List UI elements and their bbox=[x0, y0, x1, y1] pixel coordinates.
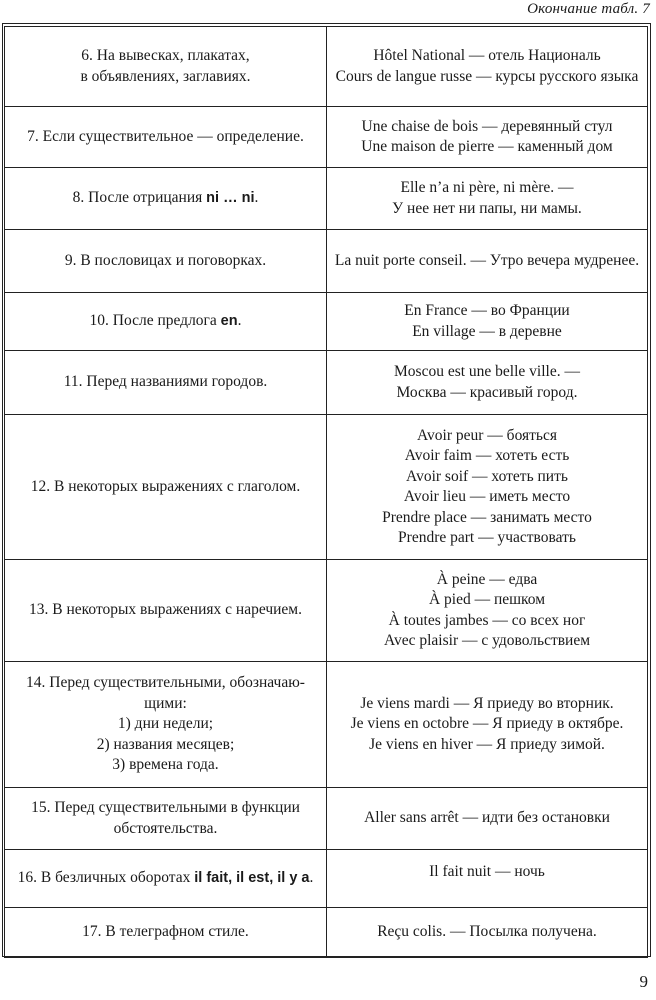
rule-line: 6. На вывесках, плакатах, bbox=[81, 47, 250, 64]
example-cell bbox=[327, 415, 648, 560]
table-row bbox=[5, 293, 648, 351]
example-line: En village — в деревне bbox=[412, 322, 562, 340]
example-line: Avoir peur — бояться bbox=[417, 426, 557, 444]
rule-line: 3) времена года. bbox=[112, 756, 219, 774]
example-cell bbox=[327, 662, 648, 788]
example-line: Avec plaisir — с удовольствием bbox=[383, 632, 591, 649]
rule-text: 10. После предлога bbox=[89, 312, 221, 330]
table-row bbox=[5, 415, 648, 560]
table-row bbox=[5, 168, 648, 230]
rule-cell bbox=[5, 168, 327, 230]
example-line: À pied — пешком bbox=[428, 591, 546, 608]
rule-cell bbox=[5, 788, 327, 850]
example-cell bbox=[327, 788, 648, 850]
table-continuation-caption: Окончание табл. 7 bbox=[527, 1, 650, 17]
rule-text-end: . bbox=[254, 189, 259, 207]
example-cell bbox=[327, 27, 648, 107]
rule-text-end: . bbox=[237, 312, 242, 330]
example-line: En France — во Франции bbox=[404, 302, 570, 319]
example-line: À toutes jambes — со всех ног bbox=[388, 611, 586, 629]
rule-text: 16. В безличных оборотах bbox=[17, 869, 195, 887]
rule-cell bbox=[5, 662, 327, 788]
rule-line: 14. Перед существительными, обозначаю- bbox=[26, 674, 305, 692]
example-cell bbox=[327, 560, 648, 662]
rule-text-end: . bbox=[309, 869, 314, 887]
article-omission-table bbox=[4, 26, 648, 958]
example-line: Je viens en hiver — Я приеду зимой. bbox=[369, 735, 605, 753]
table-row bbox=[5, 230, 648, 293]
example-cell bbox=[327, 351, 648, 415]
example-line: Je viens mardi — Я приеду во вторник. bbox=[360, 694, 614, 712]
table-row bbox=[5, 107, 648, 168]
rule-line: 7. Если существительное — определение. bbox=[27, 127, 304, 145]
rule-cell bbox=[5, 908, 327, 958]
rule-line: в объявлениях, заглавиях. bbox=[80, 67, 251, 85]
example-line: Avoir lieu — иметь место bbox=[403, 488, 571, 505]
rule-line: 17. В телеграфном стиле. bbox=[82, 923, 249, 941]
rule-keyword: ni … ni bbox=[206, 190, 255, 207]
rule-line: обстоятельства. bbox=[113, 819, 218, 837]
example-line: Москва — красивый город. bbox=[396, 383, 578, 401]
example-line: Elle n’a ni père, ni mère. — bbox=[400, 179, 574, 196]
table-row bbox=[5, 662, 648, 788]
example-line: Avoir faim — хотеть есть bbox=[404, 447, 570, 464]
rule-keyword: en bbox=[220, 313, 238, 330]
rule-text: 8. После отрицания bbox=[72, 189, 207, 207]
table-row bbox=[5, 351, 648, 415]
rule-cell bbox=[5, 351, 327, 415]
rule-cell bbox=[5, 560, 327, 662]
table-row bbox=[5, 560, 648, 662]
rule-cell bbox=[5, 27, 327, 107]
example-cell bbox=[327, 908, 648, 958]
rule-line: 12. В некоторых выражениях с глаголом. bbox=[30, 477, 301, 495]
table-row bbox=[5, 788, 648, 850]
example-cell bbox=[327, 107, 648, 168]
table-row bbox=[5, 908, 648, 958]
rule-cell bbox=[5, 293, 327, 351]
example-cell bbox=[327, 850, 648, 908]
example-line: La nuit porte conseil. — Утро вечера мудренее. bbox=[334, 251, 640, 269]
rule-line: 2) названия месяцев; bbox=[96, 735, 235, 753]
example-line: Prendre part — участвовать bbox=[398, 529, 576, 546]
rule-line: щими: bbox=[144, 694, 187, 712]
table-row bbox=[5, 27, 648, 107]
example-line: Je viens en octobre — Я приеду в октябре. bbox=[350, 715, 624, 733]
example-line: Avoir soif — хотеть пить bbox=[406, 467, 568, 485]
rule-line: 11. Перед названиями городов. bbox=[63, 373, 268, 391]
example-line: Aller sans arrêt — идти без остановки bbox=[364, 809, 610, 827]
example-cell bbox=[327, 230, 648, 293]
example-line: Une chaise de bois — деревянный стул bbox=[361, 117, 613, 135]
table-row bbox=[5, 850, 648, 908]
rule-keyword: il fait, il est, il y a bbox=[194, 870, 310, 887]
example-line: Il fait nuit — ночь bbox=[429, 863, 545, 880]
example-line: À peine — едва bbox=[436, 570, 538, 588]
rule-line: 13. В некоторых выражениях с наречием. bbox=[29, 601, 302, 619]
example-line: Une maison de pierre — каменный дом bbox=[361, 138, 613, 155]
example-line: Reçu colis. — Посылка получена. bbox=[377, 923, 597, 941]
example-line: Hôtel National — отель Националь bbox=[373, 47, 601, 64]
rule-cell bbox=[5, 230, 327, 293]
example-line: У нее нет ни папы, ни мамы. bbox=[392, 199, 582, 217]
example-line: Cours de langue russe — курсы русского языка bbox=[335, 67, 639, 85]
rule-line: 15. Перед существительными в функции bbox=[31, 799, 300, 816]
rule-cell bbox=[5, 415, 327, 560]
example-line: Moscou est une belle ville. — bbox=[394, 363, 580, 380]
page-number: 9 bbox=[639, 972, 648, 991]
rule-line: 9. В пословицах и поговорках. bbox=[64, 251, 267, 269]
example-cell bbox=[327, 168, 648, 230]
example-cell bbox=[327, 293, 648, 351]
rule-line: 1) дни недели; bbox=[117, 715, 214, 733]
rule-cell bbox=[5, 850, 327, 908]
example-line: Prendre place — занимать место bbox=[382, 508, 592, 526]
rule-cell bbox=[5, 107, 327, 168]
